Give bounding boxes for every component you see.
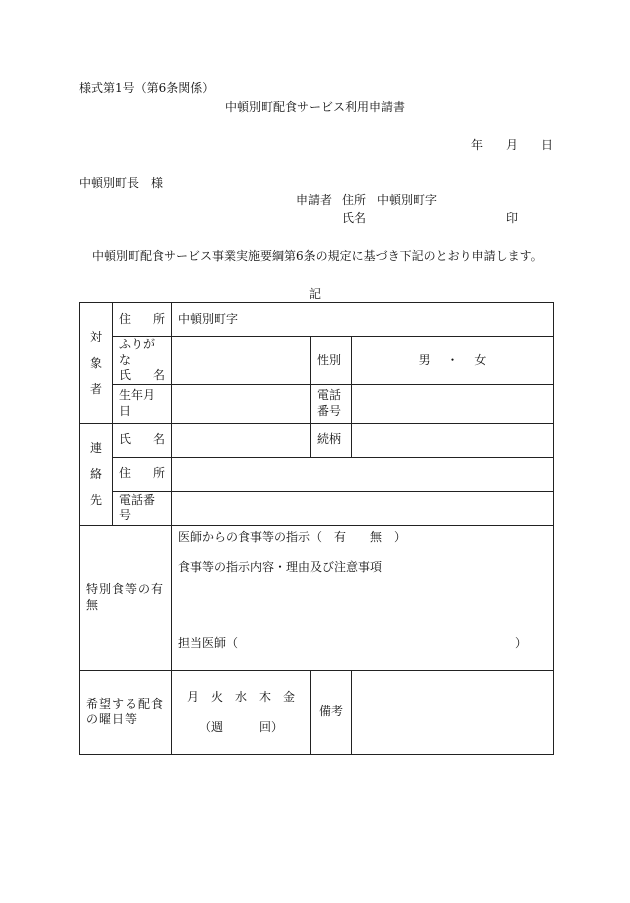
furigana-label: ふりがな [119, 337, 156, 367]
ki-heading: 記 [308, 287, 321, 301]
contact-name-field[interactable] [172, 423, 311, 457]
weekday-options[interactable]: 月 火 水 木 金 [186, 690, 295, 705]
contact-name-label: 氏 名 [113, 423, 172, 457]
birthdate-field[interactable] [172, 384, 311, 423]
diet-instruction-content-label: 食事等の指示内容・理由及び注意事項 [178, 559, 383, 574]
applicant-name-label: 氏名 [342, 211, 367, 225]
date-day-label: 日 [541, 138, 554, 152]
subject-address-field[interactable] [172, 303, 554, 337]
gender-label: 性別 [311, 337, 352, 385]
date-month-label: 月 [506, 138, 519, 152]
subject-section-label: 対 象 者 [80, 303, 113, 424]
attending-doctor-close: ） [515, 635, 528, 650]
subject-phone-label: 電話 番号 [311, 384, 352, 423]
contact-section-label: 連 絡 先 [80, 423, 113, 525]
gender-female-option[interactable]: 女 [474, 352, 487, 367]
subject-name-row [80, 337, 554, 385]
delivery-days-field[interactable] [172, 670, 311, 754]
subject-phone-field[interactable] [352, 384, 554, 423]
contact-phone-row [80, 491, 554, 525]
remarks-field[interactable] [352, 670, 554, 754]
form-number: 様式第1号（第6条関係） [79, 81, 215, 95]
subject-name-field[interactable] [172, 337, 311, 385]
gender-male-option[interactable]: 男 [418, 352, 431, 367]
subject-name-label [113, 337, 172, 385]
page-title: 中頓別町配食サービス利用申請書 [224, 100, 405, 114]
applicant-label: 申請者 [296, 193, 333, 207]
gender-field[interactable]: 男 ・ 女 [352, 337, 554, 385]
doctor-instruction-line[interactable]: 医師からの食事等の指示（ 有 無 ） [178, 529, 407, 544]
applicant-address-value: 中頓別町字 [377, 193, 438, 207]
remarks-label: 備考 [311, 670, 352, 754]
special-diet-label: 特別食等の有無 [80, 525, 172, 670]
contact-phone-field[interactable] [172, 491, 554, 525]
special-diet-field[interactable] [172, 525, 554, 670]
contact-address-label: 住 所 [113, 457, 172, 491]
subject-birth-row [80, 384, 554, 423]
subject-address-prefix: 中頓別町字 [178, 311, 239, 326]
contact-address-row [80, 457, 554, 491]
contact-address-field[interactable] [172, 457, 554, 491]
delivery-days-row [80, 670, 554, 754]
relation-label: 続柄 [311, 423, 352, 457]
application-table [79, 302, 554, 755]
subject-address-row [80, 303, 554, 337]
contact-phone-label: 電話番号 [113, 491, 172, 525]
contact-name-row [80, 423, 554, 457]
date-year-label: 年 [471, 138, 484, 152]
subject-address-label: 住 所 [113, 303, 172, 337]
attending-doctor-line[interactable]: 担当医師（ [178, 635, 239, 650]
applicant-address-label: 住所 [342, 193, 367, 207]
delivery-days-label: 希望する配食の曜日等 [80, 670, 172, 754]
seal-mark: 印 [506, 211, 519, 225]
application-statement: 中頓別町配食サービス事業実施要綱第6条の規定に基づき下記のとおり申請します。 [92, 249, 543, 263]
birthdate-label: 生年月日 [113, 384, 172, 423]
times-per-week[interactable]: （週 回） [198, 720, 283, 735]
name-label: 氏 名 [119, 368, 165, 383]
relation-field[interactable] [352, 423, 554, 457]
special-diet-row [80, 525, 554, 670]
addressee: 中頓別町長 様 [79, 176, 164, 190]
